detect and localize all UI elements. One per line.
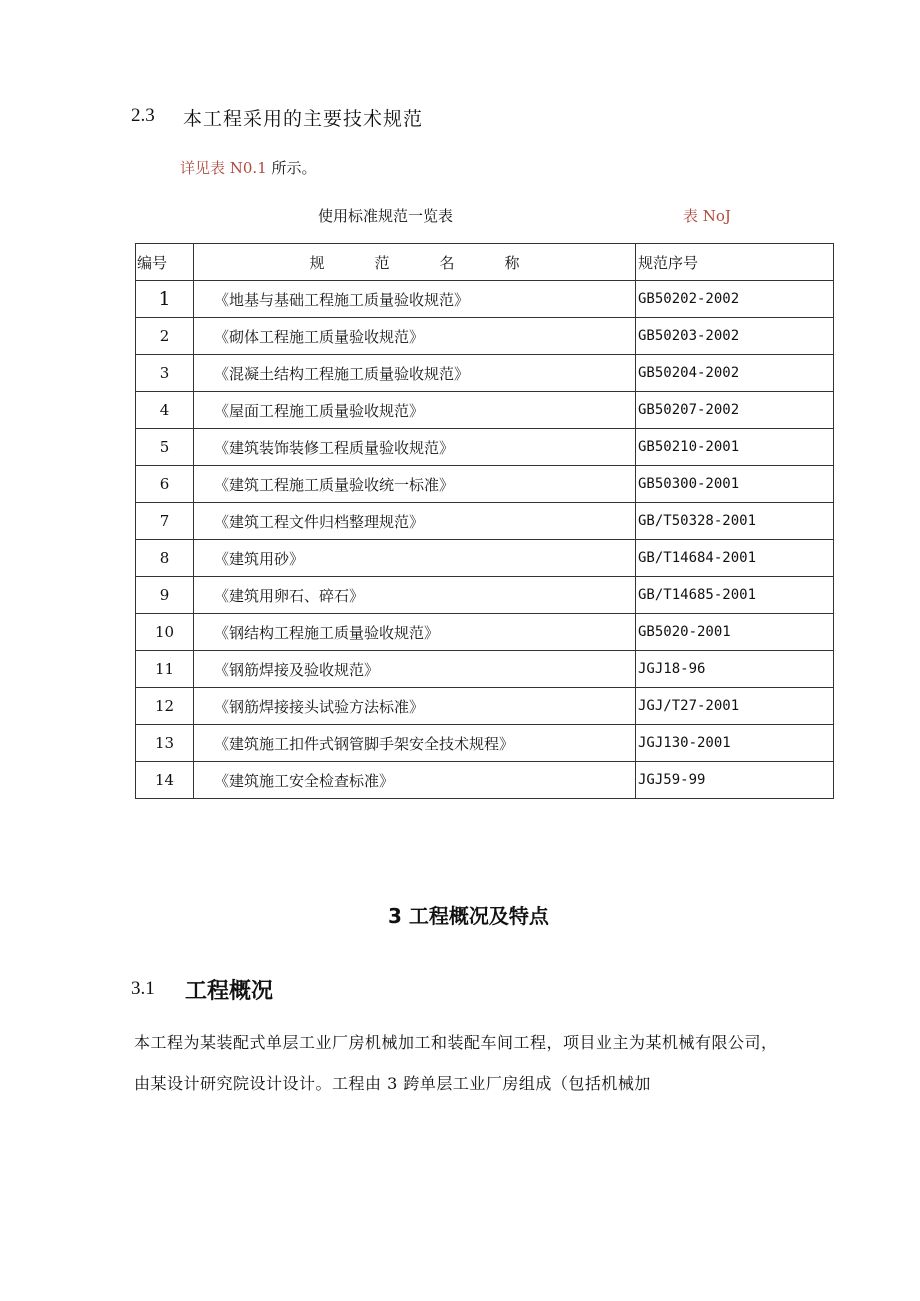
table-row (136, 318, 834, 355)
section-3-1-number: 3.1 (131, 978, 155, 999)
row-code: GB50204-2002 (636, 355, 834, 392)
row-name: 《屋面工程施工质量验收规范》 (194, 392, 636, 429)
row-code: JGJ/T27-2001 (636, 688, 834, 725)
row-number: 5 (136, 429, 194, 466)
section-3-1-title: 工程概况 (185, 979, 274, 1004)
row-number: 10 (136, 614, 194, 651)
row-number: 7 (136, 503, 194, 540)
header-code: 规范序号 (636, 244, 834, 281)
project-overview-paragraph: 本工程为某装配式单层工业厂房机械加工和装配车间工程，项目业主为某机械有限公司，由某设计研究院设计设计。工程由 3 跨单层工业厂房组成（包括机械加 (134, 1033, 778, 1093)
table-row (136, 651, 834, 688)
row-number: 14 (136, 762, 194, 799)
row-name: 《混凝土结构工程施工质量验收规范》 (194, 355, 636, 392)
row-code: JGJ59-99 (636, 762, 834, 799)
table-row (136, 466, 834, 503)
row-number: 3 (136, 355, 194, 392)
header-number: 编号 (136, 244, 194, 281)
row-number: 6 (136, 466, 194, 503)
row-code: GB50210-2001 (636, 429, 834, 466)
table-row (136, 614, 834, 651)
table-row (136, 281, 834, 318)
table-row (136, 577, 834, 614)
row-name: 《建筑装饰装修工程质量验收规范》 (194, 429, 636, 466)
row-name: 《建筑工程施工质量验收统一标准》 (194, 466, 636, 503)
table-row (136, 762, 834, 799)
row-number: 1 (136, 281, 194, 318)
row-number: 4 (136, 392, 194, 429)
row-name: 《建筑工程文件归档整理规范》 (194, 503, 636, 540)
row-number: 9 (136, 577, 194, 614)
row-name: 《地基与基础工程施工质量验收规范》 (194, 281, 636, 318)
see-table-ref: 详见表 N0.1 (180, 159, 267, 177)
row-code: JGJ130-2001 (636, 725, 834, 762)
row-name: 《建筑用卵石、碎石》 (194, 577, 636, 614)
row-number: 12 (136, 688, 194, 725)
row-name: 《钢筋焊接接头试验方法标准》 (194, 688, 636, 725)
row-code: GB/T14684-2001 (636, 540, 834, 577)
row-name: 《砌体工程施工质量验收规范》 (194, 318, 636, 355)
table-row (136, 725, 834, 762)
table-row (136, 355, 834, 392)
row-code: GB/T14685-2001 (636, 577, 834, 614)
row-code: GB50203-2002 (636, 318, 834, 355)
table-row (136, 392, 834, 429)
row-number: 11 (136, 651, 194, 688)
section-2-3-title: 本工程采用的主要技术规范 (183, 108, 424, 130)
header-name: 规范名称 (194, 244, 636, 281)
table-row (136, 429, 834, 466)
table-caption: 使用标准规范一览表 (318, 207, 454, 225)
section-3-title: 3 工程概况及特点 (388, 904, 549, 928)
row-code: GB50202-2002 (636, 281, 834, 318)
section-2-3-number: 2.3 (131, 105, 155, 126)
table-number: 表 NoJ (683, 207, 731, 225)
row-code: JGJ18-96 (636, 651, 834, 688)
standards-table (135, 243, 834, 799)
table-header-row (136, 244, 834, 281)
row-number: 13 (136, 725, 194, 762)
row-code: GB/T50328-2001 (636, 503, 834, 540)
row-number: 8 (136, 540, 194, 577)
see-table-suffix: 所示。 (266, 159, 317, 177)
row-name: 《钢结构工程施工质量验收规范》 (194, 614, 636, 651)
row-name: 《建筑施工扣件式钢管脚手架安全技术规程》 (194, 725, 636, 762)
see-table-note (180, 157, 317, 178)
row-number: 2 (136, 318, 194, 355)
row-name: 《建筑用砂》 (194, 540, 636, 577)
row-name: 《建筑施工安全检查标准》 (194, 762, 636, 799)
row-code: GB50207-2002 (636, 392, 834, 429)
table-row (136, 503, 834, 540)
row-name: 《钢筋焊接及验收规范》 (194, 651, 636, 688)
table-row (136, 540, 834, 577)
row-code: GB5020-2001 (636, 614, 834, 651)
row-code: GB50300-2001 (636, 466, 834, 503)
table-row (136, 688, 834, 725)
